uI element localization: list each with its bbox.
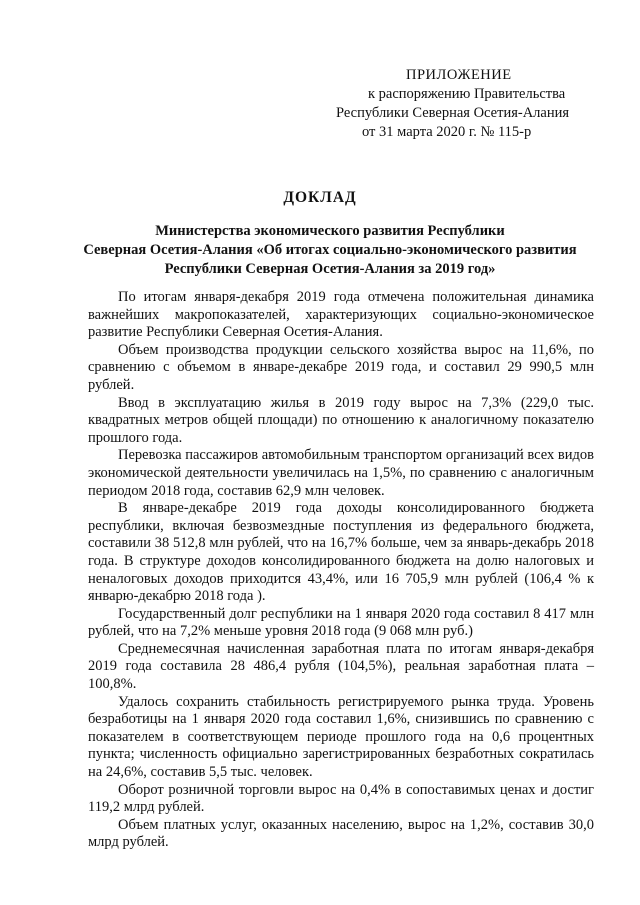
paragraph-agriculture: Объем производства продукции сельского хозяйства вырос на 11,6%, по сравнению с объемом в январе-декабре 2019 года, и составил 29 990,5 млн рублей. [88,341,594,393]
appendix-title: ПРИЛОЖЕНИЕ [406,67,512,83]
paragraph-housing: Ввод в эксплуатацию жилья в 2019 году вырос на 7,3% (229,0 тыс. квадратных метров общей площади) по отношению к аналогичному показателю прошлого года. [88,394,594,446]
paragraph-salary: Среднемесячная начисленная заработная плата по итогам января-декабря 2019 года составила 28 486,4 рубля (104,5%), реальная заработная плата – 100,8%. [88,640,594,693]
appendix-block [336,66,596,142]
subtitle-line-1: Министерства экономического развития Республики [155,223,505,239]
document-body [88,289,594,852]
paragraph-budget: В январе-декабре 2019 года доходы консолидированного бюджета республики, включая безвозмездные поступления из федерального бюджета, составили 38 512,8 млн рублей, что на 16,7% больше, чем за январь-декабрь 2018 года. В структуре доходов консолидированного бюджета на долю налоговых и неналоговых доходов приходится 43,4%, или 16 705,9 млн рублей (106,4 % к январю-декабрю 2018 года ). [88,500,594,605]
appendix-line-1: к распоряжению Правительства [368,86,566,102]
paragraph-retail: Оборот розничной торговли вырос на 0,4% в сопоставимых ценах и достиг 119,2 млрд рублей. [88,781,594,816]
paragraph-services: Объем платных услуг, оказанных населению, вырос на 1,2%, составив 30,0 млрд рублей. [88,816,594,851]
paragraph-transport: Перевозка пассажиров автомобильным транспортом организаций всех видов экономической деятельности увеличилась на 1,5%, по сравнению с аналогичным периодом 2018 года, составив 62,9 млн человек. [88,447,594,499]
document-subtitle [60,222,600,279]
subtitle-line-2: Северная Осетия-Алания «Об итогах социально-экономического развития [83,242,577,258]
document-title: ДОКЛАД [283,189,357,206]
paragraph-summary: По итогам января-декабря 2019 года отмечена положительная динамика важнейших макропоказателей, характеризующих социально-экономическое развитие Республики Северная Осетия-Алания. [88,289,594,341]
paragraph-labor-market: Удалось сохранить стабильность регистрируемого рынка труда. Уровень безработицы на 1 января 2020 года составил 1,6%, снизившись по сравнению с показателем в соответствующем периоде прошлого года на 0,6 процентных пункта; численность официально зарегистрированных безработных сократилась на 24,6%, составив 5,5 тыс. человек. [88,693,594,781]
paragraph-debt: Государственный долг республики на 1 января 2020 года составил 8 417 млн рублей, что на 7,2% меньше уровня 2018 года (9 068 млн руб.) [88,605,594,640]
appendix-line-3: от 31 марта 2020 г. № 115-р [362,124,532,140]
appendix-line-2: Республики Северная Осетия-Алания [336,105,570,121]
subtitle-line-3: Республики Северная Осетия-Алания за 2019 год» [164,261,496,277]
